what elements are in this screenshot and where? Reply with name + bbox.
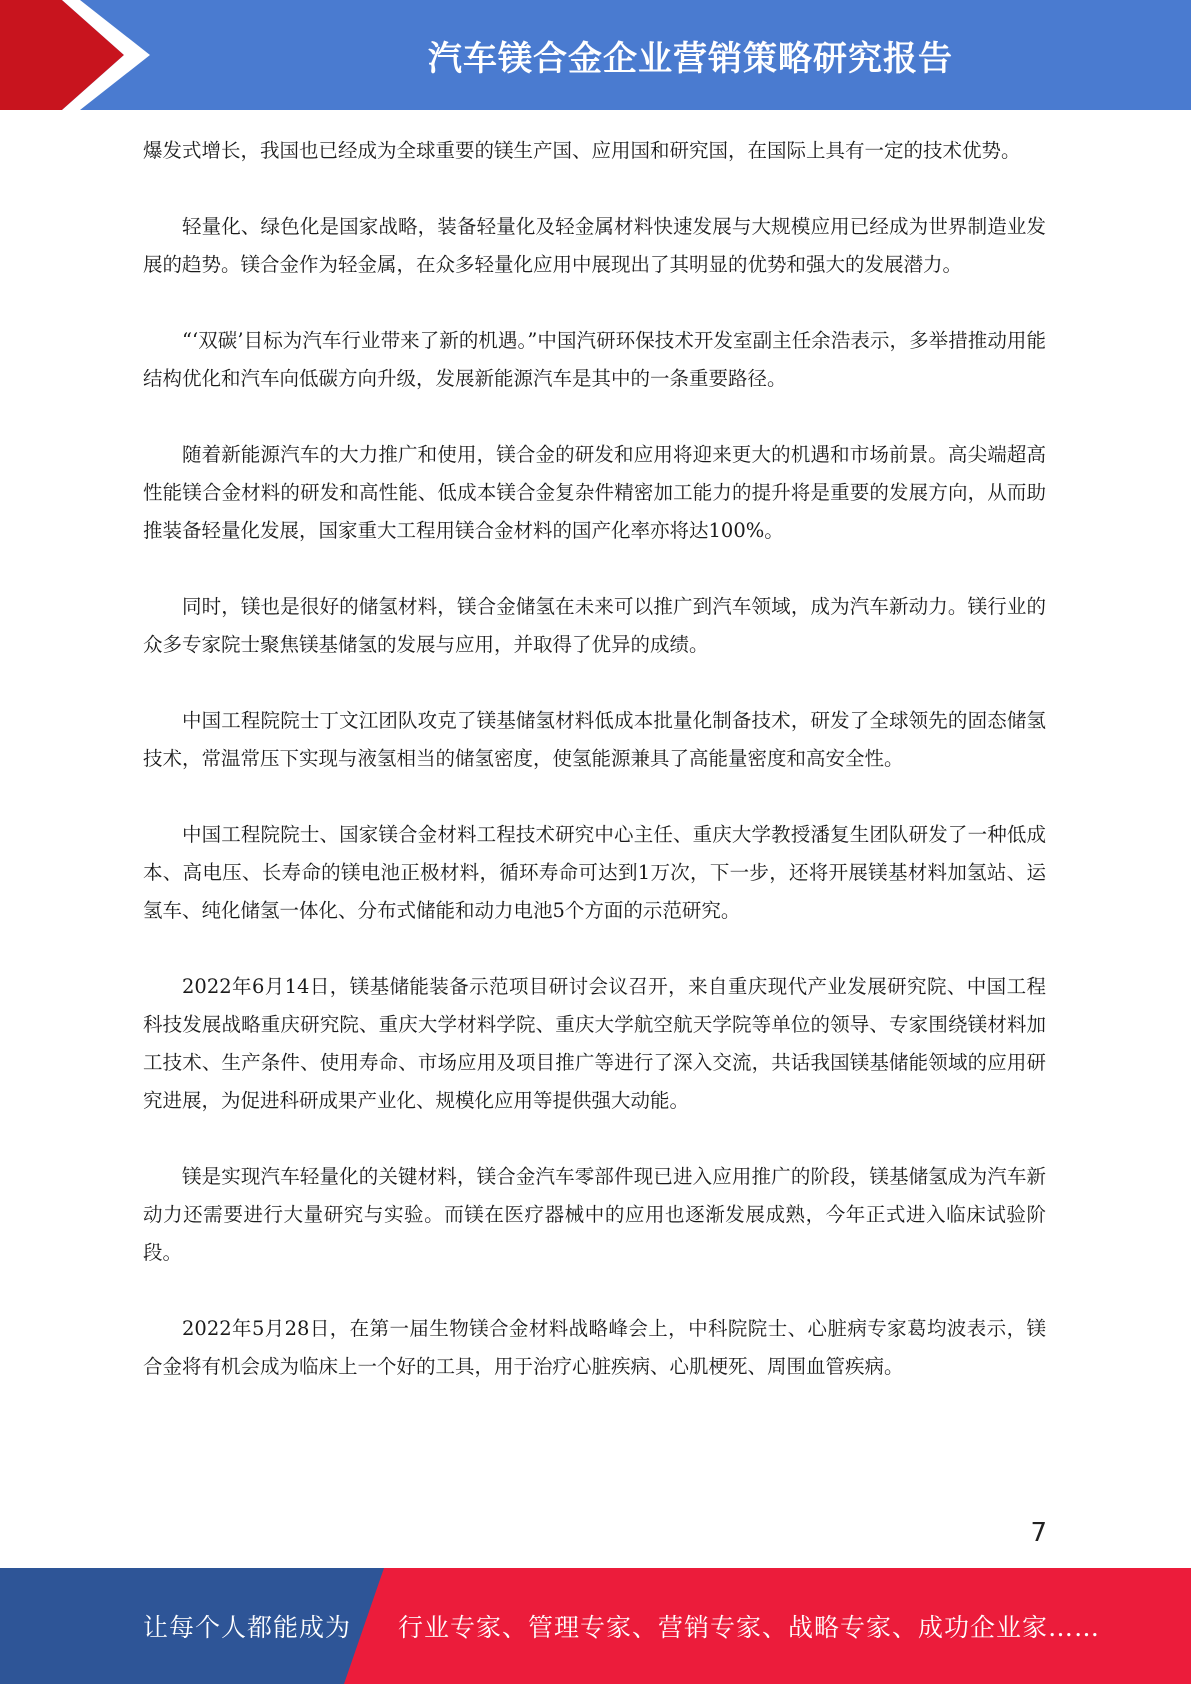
paragraph-2: 轻量化、绿色化是国家战略，装备轻量化及轻金属材料快速发展与大规模应用已经成为世界制造业发展的趋势。镁合金作为轻金属，在众多轻量化应用中展现出了其明显的优势和强大的发展潜力。 [143, 215, 1046, 276]
footer-slogan-left: 让每个人都能成为 [143, 1613, 352, 1642]
paragraph-3: “‘双碳’目标为汽车行业带来了新的机遇。”中国汽研环保技术开发室副主任余浩表示，多举措推动用能结构优化和汽车向低碳方向升级，发展新能源汽车是其中的一条重要路径。 [143, 329, 1046, 390]
paragraph-4: 随着新能源汽车的大力推广和使用，镁合金的研发和应用将迎来更大的机遇和市场前景。高尖端超高性能镁合金材料的研发和高性能、低成本镁合金复杂件精密加工能力的提升将是重要的发展方向，从而助推装备轻量化发展，国家重大工程用镁合金材料的国产化率亦将达100%。 [143, 443, 1046, 542]
report-title: 汽车镁合金企业营销策略研究报告 [428, 38, 953, 79]
paragraph-1: 爆发式增长，我国也已经成为全球重要的镁生产国、应用国和研究国，在国际上具有一定的技术优势。 [143, 139, 1021, 162]
footer-slogan-right: 行业专家、管理专家、营销专家、战略专家、成功企业家…… [398, 1613, 1101, 1642]
paragraph-7: 中国工程院院士、国家镁合金材料工程技术研究中心主任、重庆大学教授潘复生团队研发了一种低成本、高电压、长寿命的镁电池正极材料，循环寿命可达到1万次，下一步，还将开展镁基材料加氢站、运氢车、纯化储氢一体化、分布式储能和动力电池5个方面的示范研究。 [143, 823, 1046, 922]
paragraph-10: 2022年5月28日，在第一届生物镁合金材料战略峰会上，中科院院士、心脏病专家葛均波表示，镁合金将有机会成为临床上一个好的工具，用于治疗心脏疾病、心肌梗死、周围血管疾病。 [143, 1317, 1046, 1378]
footer-banner [0, 1568, 1191, 1684]
article-body [143, 132, 1046, 1424]
paragraph-8: 2022年6月14日，镁基储能装备示范项目研讨会议召开，来自重庆现代产业发展研究院、中国工程科技发展战略重庆研究院、重庆大学材料学院、重庆大学航空航天学院等单位的领导、专家围绕镁材料加工技术、生产条件、使用寿命、市场应用及项目推广等进行了深入交流，共话我国镁基储能领域的应用研究进展，为促进科研成果产业化、规模化应用等提供强大动能。 [143, 975, 1046, 1112]
page-number: 7 [1030, 1518, 1047, 1548]
paragraph-5: 同时，镁也是很好的储氢材料，镁合金储氢在未来可以推广到汽车领域，成为汽车新动力。镁行业的众多专家院士聚焦镁基储氢的发展与应用，并取得了优异的成绩。 [143, 595, 1046, 656]
paragraph-6: 中国工程院院士丁文江团队攻克了镁基储氢材料低成本批量化制备技术，研发了全球领先的固态储氢技术，常温常压下实现与液氢相当的储氢密度，使氢能源兼具了高能量密度和高安全性。 [143, 709, 1046, 770]
paragraph-9: 镁是实现汽车轻量化的关键材料，镁合金汽车零部件现已进入应用推广的阶段，镁基储氢成为汽车新动力还需要进行大量研究与实验。而镁在医疗器械中的应用也逐渐发展成熟，今年正式进入临床试验阶段。 [143, 1165, 1046, 1264]
header-banner [0, 0, 1191, 110]
